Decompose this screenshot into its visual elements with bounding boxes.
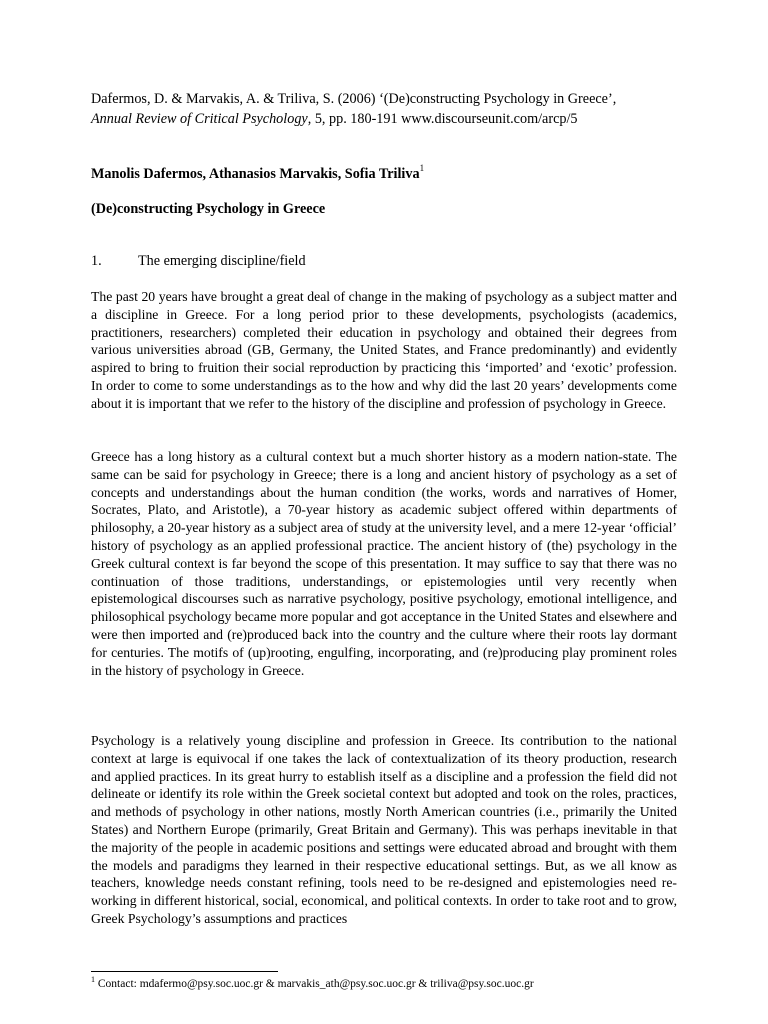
body-paragraph: Psychology is a relatively young discipline and profession in Greece. Its contribution to the national context at large is equivocal if one takes the lack of contextualization of its theory production, research and applied practices. In its great hurry to establish itself as a discipline and a profession the field did not delineate or identify its role within the Greek societal context but adopted and took on the roles, practices, and methods of psychology in other nations, mostly North American countries (i.e., primarily the United States) and Northern Europe (primarily, Great Britain and Germany). This was perhaps inevitable in that the majority of the people in academic positions and settings were educated abroad and brought with them the models and paradigms they learned in their respective educational settings. But, as we all know as teachers, knowledge needs constant refining, tools need to be re-designed and epistemologies need re-working in different historical, social, economical, and political contexts. In order to take root and to grow, Greek Psychology’s assumptions and practices: [91, 733, 677, 926]
paper-title: (De)constructing Psychology in Greece: [91, 201, 326, 217]
section-number: 1.: [91, 253, 102, 269]
citation-line-2: [91, 109, 681, 129]
body-paragraph: The past 20 years have brought a great deal of change in the making of psychology as a subject matter and a discipline in Greece. For a long period prior to these developments, psychologists (academics, practitioners, researchers) completed their education in psychology and obtained their degrees from various universities abroad (GB, Germany, the United States, and France predominantly) and evidently aspired to bring to fruition their social reproduction by practicing this ‘imported’ and ‘exotic’ profession. In order to come to some understandings as to the how and why did the last 20 years’ developments come about it is important that we refer to the history of the discipline and profession of psychology in Greece.: [91, 289, 677, 411]
citation: [91, 89, 681, 129]
footnote-mark: 1: [91, 975, 95, 984]
journal-name: Annual Review of Critical Psychology: [91, 111, 308, 127]
footnote-separator: [91, 971, 278, 972]
body-paragraph: Greece has a long history as a cultural context but a much shorter history as a modern nation-state. The same can be said for psychology in Greece; there is a long and ancient history of psychology as a set of concepts and understandings about the human condition (the works, words and narratives of Homer, Socrates, Plato, and Aristotle), a 70-year history as academic subject offered within departments of philosophy, a 20-year history as a subject area of study at the university level, and a mere 12-year ‘official’ history of psychology as an applied professional practice. The ancient history of (the) psychology in the Greek cultural context is far beyond the scope of this presentation. It may suffice to say that there was no continuation of those traditions, understandings, or epistemologies until very recently when epistemological discourses such as narrative psychology, positive psychology, emotional intelligence, and philosophical psychology became more popular and got acceptance in the United States and elsewhere and were then imported and (re)produced back into the country and the culture where their roots lay dormant for centuries. The motifs of (up)rooting, engulfing, incorporating, and (re)producing play prominent roles in the history of psychology in Greece.: [91, 449, 677, 678]
author-names: Manolis Dafermos, Athanasios Marvakis, Sofia Triliva: [91, 166, 420, 182]
section-heading: [91, 251, 306, 271]
section-title: The emerging discipline/field: [138, 253, 306, 269]
footnote-text: Contact: mdafermo@psy.soc.uoc.gr & marvakis_ath@psy.soc.uoc.gr & triliva@psy.soc.uoc.gr: [95, 978, 534, 990]
citation-line-1: Dafermos, D. & Marvakis, A. & Triliva, S. (2006) ‘(De)constructing Psychology in Greece’,: [91, 91, 617, 107]
footnote: [91, 976, 534, 992]
author-footnote-mark: 1: [419, 163, 425, 173]
author-list: [91, 164, 424, 184]
citation-details: , 5, pp. 180-191 www.discourseunit.com/arcp/5: [307, 111, 578, 127]
